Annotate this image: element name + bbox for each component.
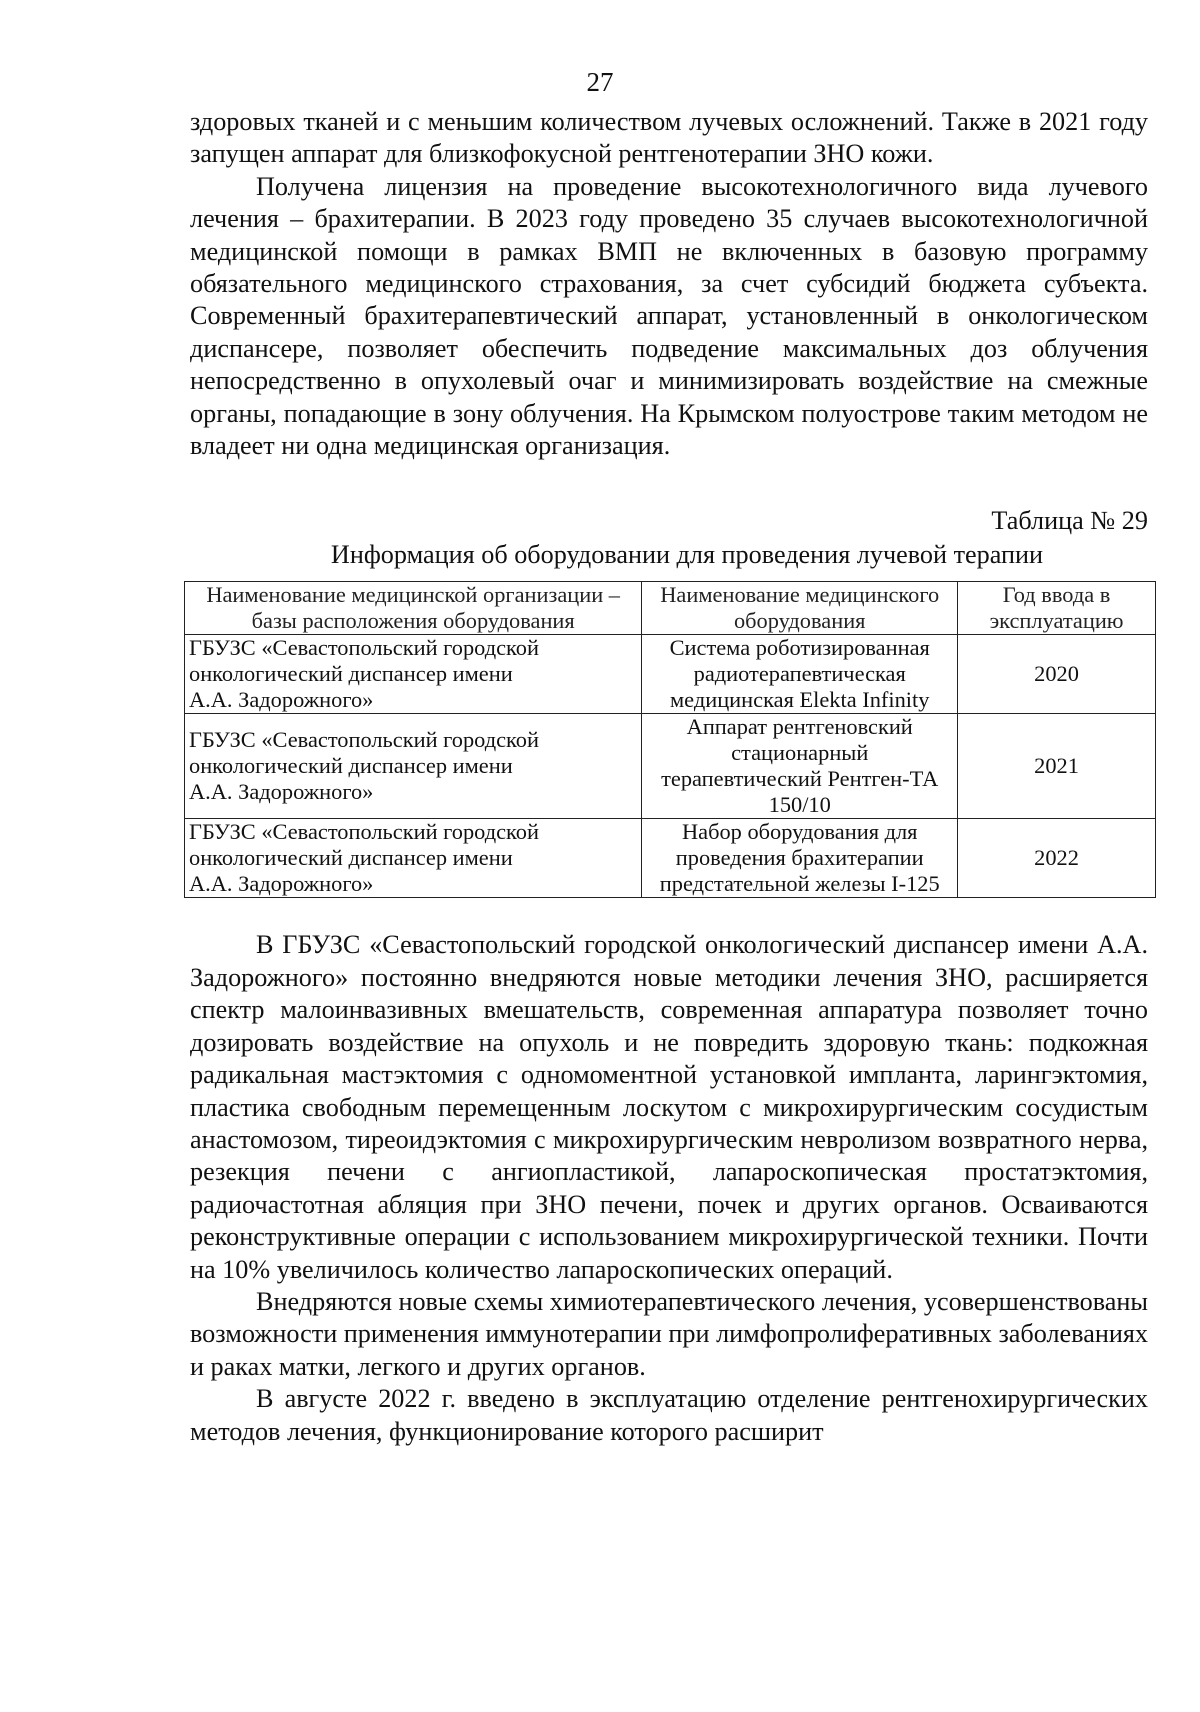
cell-organization <box>185 635 642 714</box>
table-row <box>185 714 1156 819</box>
cell-line: Набор оборудования для <box>681 819 918 845</box>
cell-line: 150/10 <box>768 792 831 818</box>
cell-year: 2021 <box>958 714 1156 819</box>
header-year: Год ввода в эксплуатацию <box>958 582 1156 635</box>
cell-line: медицинская Elekta Infinity <box>670 687 930 713</box>
paragraph-continuation: здоровых тканей и с меньшим количеством лучевых осложнений. Также в 2021 году запущен аппарат для близкофокусной рентгенотерапии ЗНО кожи. <box>190 107 1148 169</box>
table-row <box>185 635 1156 714</box>
header-organization: Наименование медицинской организации – базы расположения оборудования <box>185 582 642 635</box>
table-header-row <box>185 582 1156 635</box>
table-title: Информация об оборудовании для проведения лучевой терапии <box>330 540 1044 570</box>
paragraph-chemotherapy: Внедряются новые схемы химиотерапевтического лечения, усовершенствованы возможности применения иммунотерапии при лимфопролиферативных заболеваниях и раках матки, легкого и других органов. <box>190 1286 1148 1381</box>
table-caption: Таблица № 29 <box>991 506 1148 536</box>
cell-line: радиотерапевтическая <box>693 661 906 687</box>
cell-line: терапевтический Рентген-ТА <box>661 766 939 792</box>
equipment-table <box>184 581 1156 898</box>
cell-equipment <box>642 819 958 898</box>
cell-year: 2020 <box>958 635 1156 714</box>
cell-line: А.А. Задорожного» <box>189 871 374 897</box>
cell-line: ГБУЗС «Севастопольский городской <box>189 727 539 753</box>
cell-organization <box>185 714 642 819</box>
cell-line: А.А. Задорожного» <box>189 779 374 805</box>
page-number: 27 <box>586 67 614 97</box>
cell-line: ГБУЗС «Севастопольский городской <box>189 635 539 661</box>
cell-line: онкологический диспансер имени <box>189 845 513 871</box>
cell-equipment <box>642 714 958 819</box>
cell-line: предстательной железы I-125 <box>659 871 940 897</box>
table-row <box>185 819 1156 898</box>
paragraph-xray-surgery: В августе 2022 г. введено в эксплуатацию отделение рентгенохирургических методов лечения, функционирование которого расширит <box>190 1384 1148 1446</box>
cell-line: стационарный <box>731 740 869 766</box>
cell-line: Система роботизированная <box>669 635 930 661</box>
cell-line: А.А. Задорожного» <box>189 687 374 713</box>
cell-year: 2022 <box>958 819 1156 898</box>
cell-organization <box>185 819 642 898</box>
cell-line: проведения брахитерапии <box>675 845 924 871</box>
paragraph-brachytherapy: Получена лицензия на проведение высокотехнологичного вида лучевого лечения – брахитерапии. В 2023 году проведено 35 случаев высокотехнологичной медицинской помощи в рамках ВМП не включенных в базовую программу обязательного медицинского страхования, за счет субсидий бюджета субъекта. Современный брахитерапевтический аппарат, установленный в онкологическом диспансере, позволяет обеспечить подведение максимальных доз облучения непосредственно в опухолевый очаг и минимизировать воздействие на смежные органы, попадающие в зону облучения. На Крымском полуострове таким методом не владеет ни одна медицинская организация. <box>190 171 1148 461</box>
page-content <box>190 106 1148 1448</box>
cell-line: онкологический диспансер имени <box>189 753 513 779</box>
cell-line: Аппарат рентгеновский <box>686 714 913 740</box>
cell-equipment <box>642 635 958 714</box>
cell-line: ГБУЗС «Севастопольский городской <box>189 819 539 845</box>
paragraph-new-methods: В ГБУЗС «Севастопольский городской онкологический диспансер имени А.А. Задорожного» постоянно внедряются новые методики лечения ЗНО, расширяется спектр малоинвазивных вмешательств, современная аппаратура позволяет точно дозировать воздействие на опухоль и не повредить здоровую ткань: подкожная радикальная мастэктомия с одномоментной установкой импланта, ларингэктомия, пластика свободным перемещенным лоскутом с микрохирургическим сосудистым анастомозом, тиреоидэктомия с микрохирургическим невролизом возвратного нерва, резекция печени с ангиопластикой, лапароскопическая простатэктомия, радиочастотная абляция при ЗНО печени, почек и других органов. Осваиваются реконструктивные операции с использованием микрохирургической техники. Почти на 10% увеличилось количество лапароскопических операций. <box>190 930 1148 1284</box>
header-equipment: Наименование медицинского оборудования <box>642 582 958 635</box>
cell-line: онкологический диспансер имени <box>189 661 513 687</box>
